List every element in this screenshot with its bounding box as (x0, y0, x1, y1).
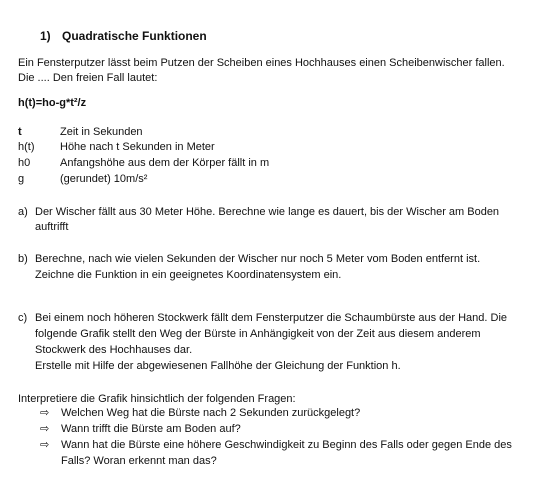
def-text-h: Höhe nach t Sekunden in Meter (60, 141, 215, 153)
def-symbol-g: g (18, 173, 25, 185)
task-c-line-3: Stockwerk des Hochhauses dar. (35, 344, 193, 356)
question-1: Welchen Weg hat die Bürste nach 2 Sekunden zurückgelegt? (61, 407, 361, 419)
task-c-line-1: Bei einem noch höheren Stockwerk fällt dem Fensterputzer die Schaumbürste aus der Hand. Die (35, 312, 508, 324)
task-c-line-4: Erstelle mit Hilfe der abgewiesenen Fallhöhe der Gleichung der Funktion h. (35, 360, 401, 372)
arrow-right-icon: ⇨ (40, 438, 50, 451)
task-b-label: b) (18, 253, 28, 265)
question-3-line-1: Wann hat die Bürste eine höhere Geschwindigkeit zu Beginn des Falls oder gegen Ende des (61, 439, 512, 451)
arrow-right-icon: ⇨ (40, 422, 50, 435)
intro-line-1: Ein Fensterputzer lässt beim Putzen der Scheiben eines Hochhauses einen Scheibenwischer fallen. (18, 57, 505, 69)
def-symbol-t: t (18, 126, 22, 138)
task-c-label: c) (18, 312, 28, 324)
task-a-label: a) (18, 206, 28, 218)
def-symbol-h0: h0 (18, 157, 31, 169)
arrow-right-icon: ⇨ (40, 406, 50, 419)
def-text-g: (gerundet) 10m/s² (60, 173, 148, 185)
section-number: 1) (40, 29, 51, 43)
def-text-t: Zeit in Sekunden (60, 126, 143, 138)
def-text-h0: Anfangshöhe aus dem der Körper fällt in m (60, 157, 270, 169)
task-a-line-2: auftrifft (35, 221, 69, 233)
question-3-line-2: Falls? Woran erkennt man das? (61, 455, 217, 467)
interpret-heading: Interpretiere die Grafik hinsichtlich der folgenden Fragen: (18, 393, 296, 405)
task-b-line-2: Zeichne die Funktion in ein geeignetes Koordinatensystem ein. (35, 269, 342, 281)
def-symbol-h: h(t) (18, 141, 35, 153)
task-b-line-1: Berechne, nach wie vielen Sekunden der Wischer nur noch 5 Meter vom Boden entfernt ist. (35, 253, 481, 265)
task-a-line-1: Der Wischer fällt aus 30 Meter Höhe. Berechne wie lange es dauert, bis der Wischer am Boden (35, 206, 500, 218)
section-title: Quadratische Funktionen (62, 29, 207, 43)
question-2: Wann trifft die Bürste am Boden auf? (61, 423, 241, 435)
formula: h(t)=ho-g*t²/z (18, 97, 87, 109)
task-c-line-2: folgende Grafik stellt den Weg der Bürste in Anhängigkeit von der Zeit aus diesem anderem (35, 328, 481, 340)
intro-line-2: Die .... Den freien Fall lautet: (18, 72, 158, 84)
